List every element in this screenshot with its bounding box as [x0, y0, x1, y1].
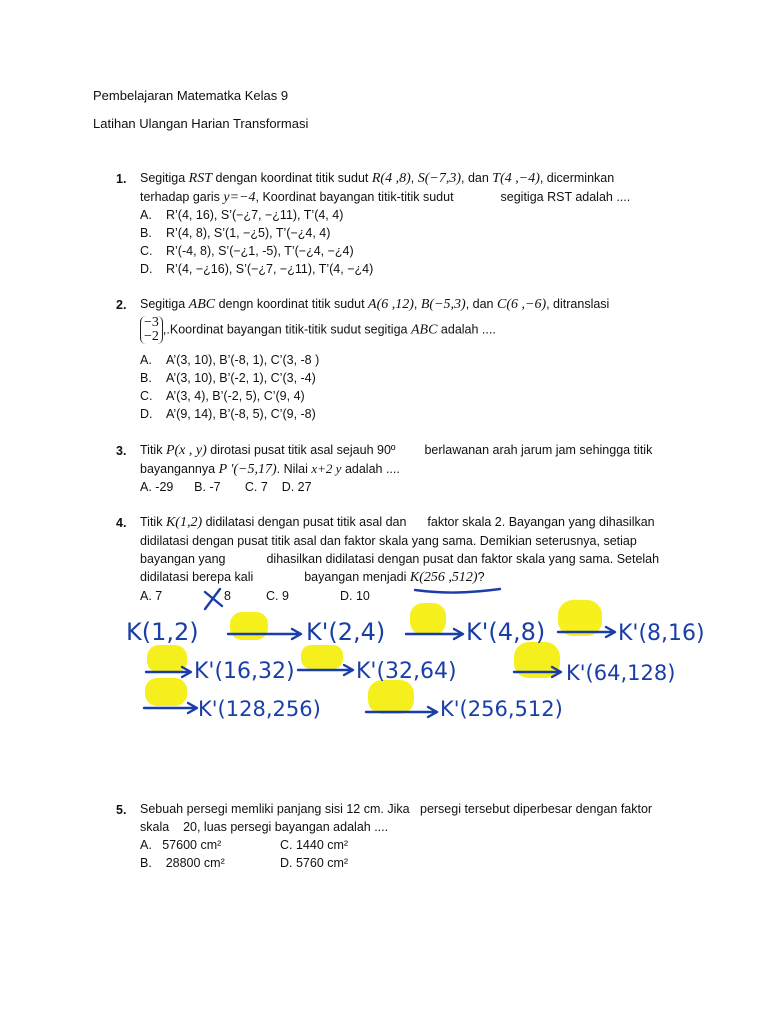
- q3-expression: x+2 y: [311, 461, 342, 476]
- highlight-mark: [410, 603, 446, 635]
- q1-number: 1.: [116, 172, 127, 186]
- q4-point-k: K(1,2): [165, 515, 203, 530]
- hw-k-32-64: K'(32,64): [356, 659, 457, 684]
- q4-line4: didilatasi berepa kali bayangan menjadi K(256 ,512)?: [140, 570, 485, 585]
- q1-option-d: D. R’(4, −¿16), S’(−¿7, −¿11), T’(4, −¿4): [140, 262, 374, 276]
- highlight-mark: [558, 600, 602, 636]
- q2-triangle-name: ABC: [188, 297, 216, 312]
- q3-point-p: P(x , y): [165, 443, 207, 458]
- q4-option-c: C. 9: [266, 589, 289, 603]
- hw-k-2-4: K'(2,4): [306, 618, 386, 646]
- q5-option-a: A. 57600 cm²: [140, 838, 222, 852]
- q2-point-a: A(6 ,12): [368, 297, 414, 312]
- q3-point-p-image: P '(−5,17): [218, 462, 277, 477]
- q4-point-k-final: K(256 ,512): [409, 570, 478, 585]
- highlight-mark: [145, 678, 187, 706]
- q4-option-a: A. 7: [140, 589, 163, 603]
- q1-option-c: C. R’(-4, 8), S’(−¿1, -5), T’(−¿4, −¿4): [140, 244, 354, 258]
- q4-line2: didilatasi dengan pusat titik asal dan faktor skala yang sama. Demikian seterusnya, setiap: [140, 534, 637, 548]
- q2-translation-vector: −3 −2: [140, 316, 163, 344]
- q5-line2: skala 20, luas persegi bayangan adalah ....: [140, 820, 389, 834]
- q4-number: 4.: [116, 516, 127, 530]
- q3-line1: Titik P(x , y) dirotasi pusat titik asal sejauh 90º berlawanan arah jarum jam sehingga titik: [140, 443, 653, 458]
- q2-option-c: C. A’(3, 4), B’(-2, 5), C’(9, 4): [140, 389, 305, 403]
- q2-line2: −3 −2 ,.Koordinat bayangan titik-titik sudut segitiga ABC adalah ....: [140, 316, 496, 344]
- q1-line2: terhadap garis y=−4, Koordinat bayangan titik-titik sudut segitiga RST adalah ....: [140, 190, 631, 205]
- q1-point-s: S(−7,3): [417, 171, 461, 186]
- hw-k-64-128: K'(64,128): [566, 661, 676, 685]
- q1-option-b: B. R’(4, 8), S’(1, −¿5), T’(−¿4, 4): [140, 226, 331, 240]
- hw-k-1-2: K(1,2): [126, 618, 199, 646]
- highlight-mark: [368, 680, 414, 714]
- q1-triangle-name: RST: [188, 171, 213, 186]
- q1-option-a: A. R’(4, 16), S’(−¿7, −¿11), T’(4, 4): [140, 208, 344, 222]
- q4-option-b: 8: [224, 589, 231, 603]
- hw-k-4-8: K'(4,8): [466, 618, 546, 646]
- q4-option-d: D. 10: [340, 589, 370, 603]
- highlight-mark: [147, 645, 187, 673]
- q5-option-d: D. 5760 cm²: [280, 856, 349, 870]
- q4-line1: Titik K(1,2) didilatasi dengan pusat titik asal dan faktor skala 2. Bayangan yang dihasilkan: [140, 515, 655, 530]
- document-subtitle: Latihan Ulangan Harian Transformasi: [93, 116, 309, 131]
- q1-line-equation: y=−4: [223, 190, 256, 205]
- q2-option-a: A. A’(3, 10), B’(-8, 1), C’(3, -8 ): [140, 353, 320, 367]
- q3-line2: bayangannya P '(−5,17). Nilai x+2 y adalah ....: [140, 461, 400, 477]
- hw-k-128-256: K'(128,256): [198, 697, 321, 721]
- q1-point-t: T(4 ,−4): [492, 171, 540, 186]
- q2-option-d: D. A’(9, 14), B’(-8, 5), C’(9, -8): [140, 407, 316, 421]
- q2-number: 2.: [116, 298, 127, 312]
- q3-options: A. -29 B. -7 C. 7 D. 27: [140, 480, 312, 494]
- document-title: Pembelajaran Matematka Kelas 9: [93, 88, 289, 103]
- highlight-mark: [230, 612, 268, 640]
- q2-point-b: B(−5,3): [420, 297, 466, 312]
- hw-k-256-512: K'(256,512): [440, 697, 563, 721]
- q4-line3: bayangan yang dihasilkan didilatasi dengan pusat dan faktor skala yang sama. Setelah: [140, 552, 660, 566]
- q1-point-r: R(4 ,8): [371, 171, 411, 186]
- q3-number: 3.: [116, 444, 127, 458]
- cross-stroke: [205, 589, 220, 609]
- underline-stroke: [415, 589, 500, 593]
- q1-line1: Segitiga RST dengan koordinat titik sudut R(4 ,8), S(−7,3), dan T(4 ,−4), dicerminkan: [140, 171, 615, 186]
- q5-option-c: C. 1440 cm²: [280, 838, 349, 852]
- q2-line1: Segitiga ABC dengn koordinat titik sudut A(6 ,12), B(−5,3), dan C(6 ,−6), ditranslasi: [140, 297, 610, 312]
- hw-k-8-16: K'(8,16): [618, 621, 705, 646]
- hw-k-16-32: K'(16,32): [194, 659, 295, 684]
- q5-option-b: B. 28800 cm²: [140, 856, 225, 870]
- q2-option-b: B. A’(3, 10), B’(-2, 1), C’(3, -4): [140, 371, 316, 385]
- q2-point-c: C(6 ,−6): [497, 297, 547, 312]
- highlight-mark: [301, 645, 343, 669]
- q5-number: 5.: [116, 803, 127, 817]
- q5-line1: Sebuah persegi memliki panjang sisi 12 cm. Jika persegi tersebut diperbesar dengan faktor: [140, 802, 653, 816]
